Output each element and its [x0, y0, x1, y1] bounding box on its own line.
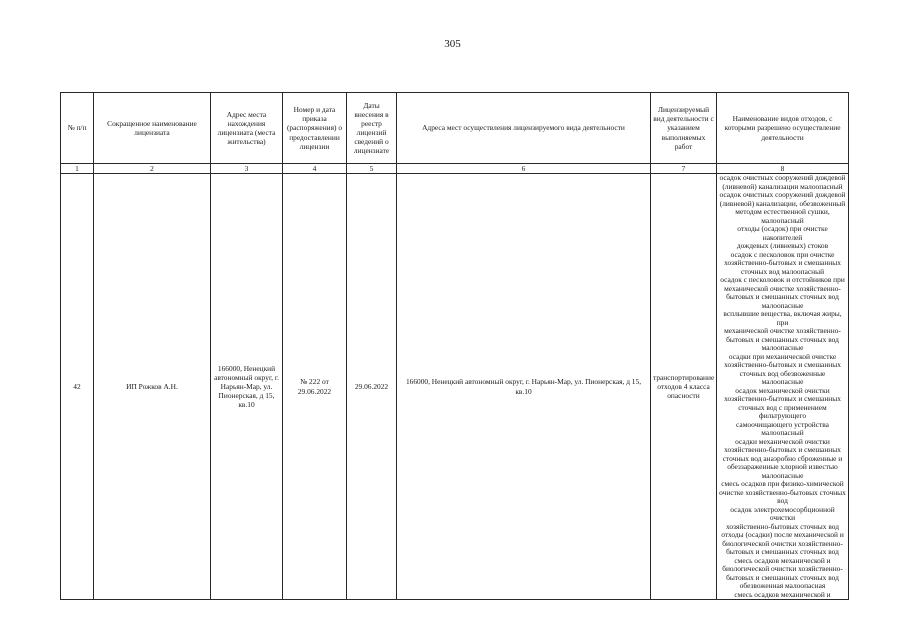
waste-type-line: биологической очистки хозяйственно- [722, 538, 843, 548]
header-cell-address: Адрес места нахождения лицензиата (места жительства) [211, 93, 283, 164]
waste-type-line: механической очистке хозяйственно- [724, 326, 841, 335]
waste-type-line: вод [777, 496, 788, 505]
waste-type-line: обезвоженная малоопасная [739, 581, 826, 590]
waste-type-line: малоопасные [761, 343, 804, 352]
waste-type-line: методом естественной сушки, малоопасный [735, 207, 830, 225]
column-number: 8 [717, 164, 849, 174]
waste-type-line: бытовых и смешанных сточных вод [726, 572, 839, 582]
waste-type-line: хозяйственно-бытовых и смешанных [724, 445, 841, 454]
column-number-row [61, 164, 849, 174]
header-cell-short-name: Сокращенное наименование лицензиата [94, 93, 211, 164]
waste-type-line: (ливневой) канализации, обезвоженный [719, 198, 846, 208]
waste-types-list [719, 174, 846, 599]
waste-type-line: бытовых и смешанных сточных вод [726, 334, 839, 344]
page-number: 305 [444, 38, 461, 50]
registry-date: 29.06.2022 [347, 174, 397, 600]
header-row [61, 93, 849, 164]
waste-type-line: хозяйственно-бытовых и смешанных [724, 394, 841, 403]
waste-type-line: осадки при механической очистке [728, 351, 837, 361]
order-number-date: № 222 от 29.06.2022 [283, 174, 347, 600]
table-row [61, 174, 849, 600]
column-number: 5 [347, 164, 397, 174]
waste-type-line: сточных вод анаэробно сброженные и [722, 453, 843, 463]
waste-type-line: смесь осадков при физико-химической [721, 479, 844, 488]
column-number: 2 [94, 164, 211, 174]
column-number: 1 [61, 164, 94, 174]
waste-type-line: малоопасные [761, 470, 804, 480]
waste-type-line: сточных вод малоопасный [740, 266, 825, 276]
licensed-activity: транспортирование отходов 4 класса опасности [651, 174, 717, 600]
waste-type-line: осадок механической очистки [735, 385, 830, 395]
waste-type-line: смесь осадков механической и [734, 555, 831, 565]
waste-type-line: механической очистке хозяйственно- [724, 283, 841, 293]
waste-type-line: малоопасные [761, 300, 804, 310]
column-number: 7 [651, 164, 717, 174]
waste-type-line: осадок с песколовок и отстойников при [720, 275, 845, 284]
header-cell-order: Номер и дата приказа (распоряжения) о предоставлении лицензии [283, 93, 347, 164]
header-cell-waste-types: Наименование видов отходов, с которыми разрешено осуществление деятельности [717, 93, 849, 164]
header-cell-activity-type: Лицензируемый вид деятельности с указанием выполняемых работ [651, 93, 717, 164]
waste-type-line: отходы (осадки) после механической и [721, 530, 844, 539]
waste-type-line: бытовых и смешанных сточных вод [726, 292, 839, 301]
waste-type-line: осадок электрохемосорбционной очистки [730, 504, 835, 522]
waste-type-line: очистке хозяйственно-бытовых сточных [719, 487, 846, 497]
licensee-name: ИП Рожков А.Н. [94, 174, 211, 600]
license-registry-table [60, 92, 849, 600]
waste-type-line: сточных вод обезвоженные малоопасные [739, 368, 826, 386]
waste-type-line: осадки механической очистки [735, 436, 830, 446]
waste-type-line: осадок очистных сооружений дождевой [719, 190, 846, 199]
waste-type-line: хозяйственно-бытовых сточных вод [725, 521, 840, 531]
header-cell-activity-address: Адреса мест осуществления лицензируемого вида деятельности [397, 93, 651, 164]
column-number: 4 [283, 164, 347, 174]
licensee-address: 166000, Ненецкий автономный округ, г. Нарьян-Мар, ул. Пионерская, д 15, кв.10 [211, 174, 283, 600]
waste-type-line: смесь осадков механической и [734, 589, 831, 599]
waste-type-line: всплывшие вещества, включая жиры, при [723, 309, 842, 327]
waste-type-line: хозяйственно-бытовых и смешанных [724, 258, 841, 267]
waste-type-line: биологической очистки хозяйственно- [722, 564, 843, 573]
waste-type-line: отходы (осадок) при очистке накопителей [737, 224, 828, 242]
waste-type-line: дождевых (ливневых) стоков [736, 241, 829, 250]
waste-type-line: хозяйственно-бытовых и смешанных [724, 360, 841, 369]
column-number: 3 [211, 164, 283, 174]
header-cell-registry-date: Даты внесения в реестр лицензий сведений о лицензиате [347, 93, 397, 164]
waste-type-line: (ливневой) канализации малоопасный [722, 181, 843, 191]
waste-type-line: осадок с песколовок при очистке [730, 249, 835, 259]
waste-type-line: обеззараженные хлорной известью [727, 462, 838, 471]
waste-type-line: самоочищающего устройства малоопасный [736, 419, 829, 437]
waste-type-line: бытовых и смешанных сточных вод [726, 547, 839, 556]
waste-type-line: сточных вод с применением фильтрующего [738, 402, 827, 420]
waste-types-cell [717, 174, 849, 600]
row-number: 42 [61, 174, 94, 600]
waste-type-line: осадок очистных сооружений дождевой [719, 174, 846, 182]
column-number: 6 [397, 164, 651, 174]
header-cell-number: № п/п [61, 93, 94, 164]
activity-address: 166000, Ненецкий автономный округ, г. Нарьян-Мар, ул. Пионерская, д 15, кв.10 [397, 174, 651, 600]
